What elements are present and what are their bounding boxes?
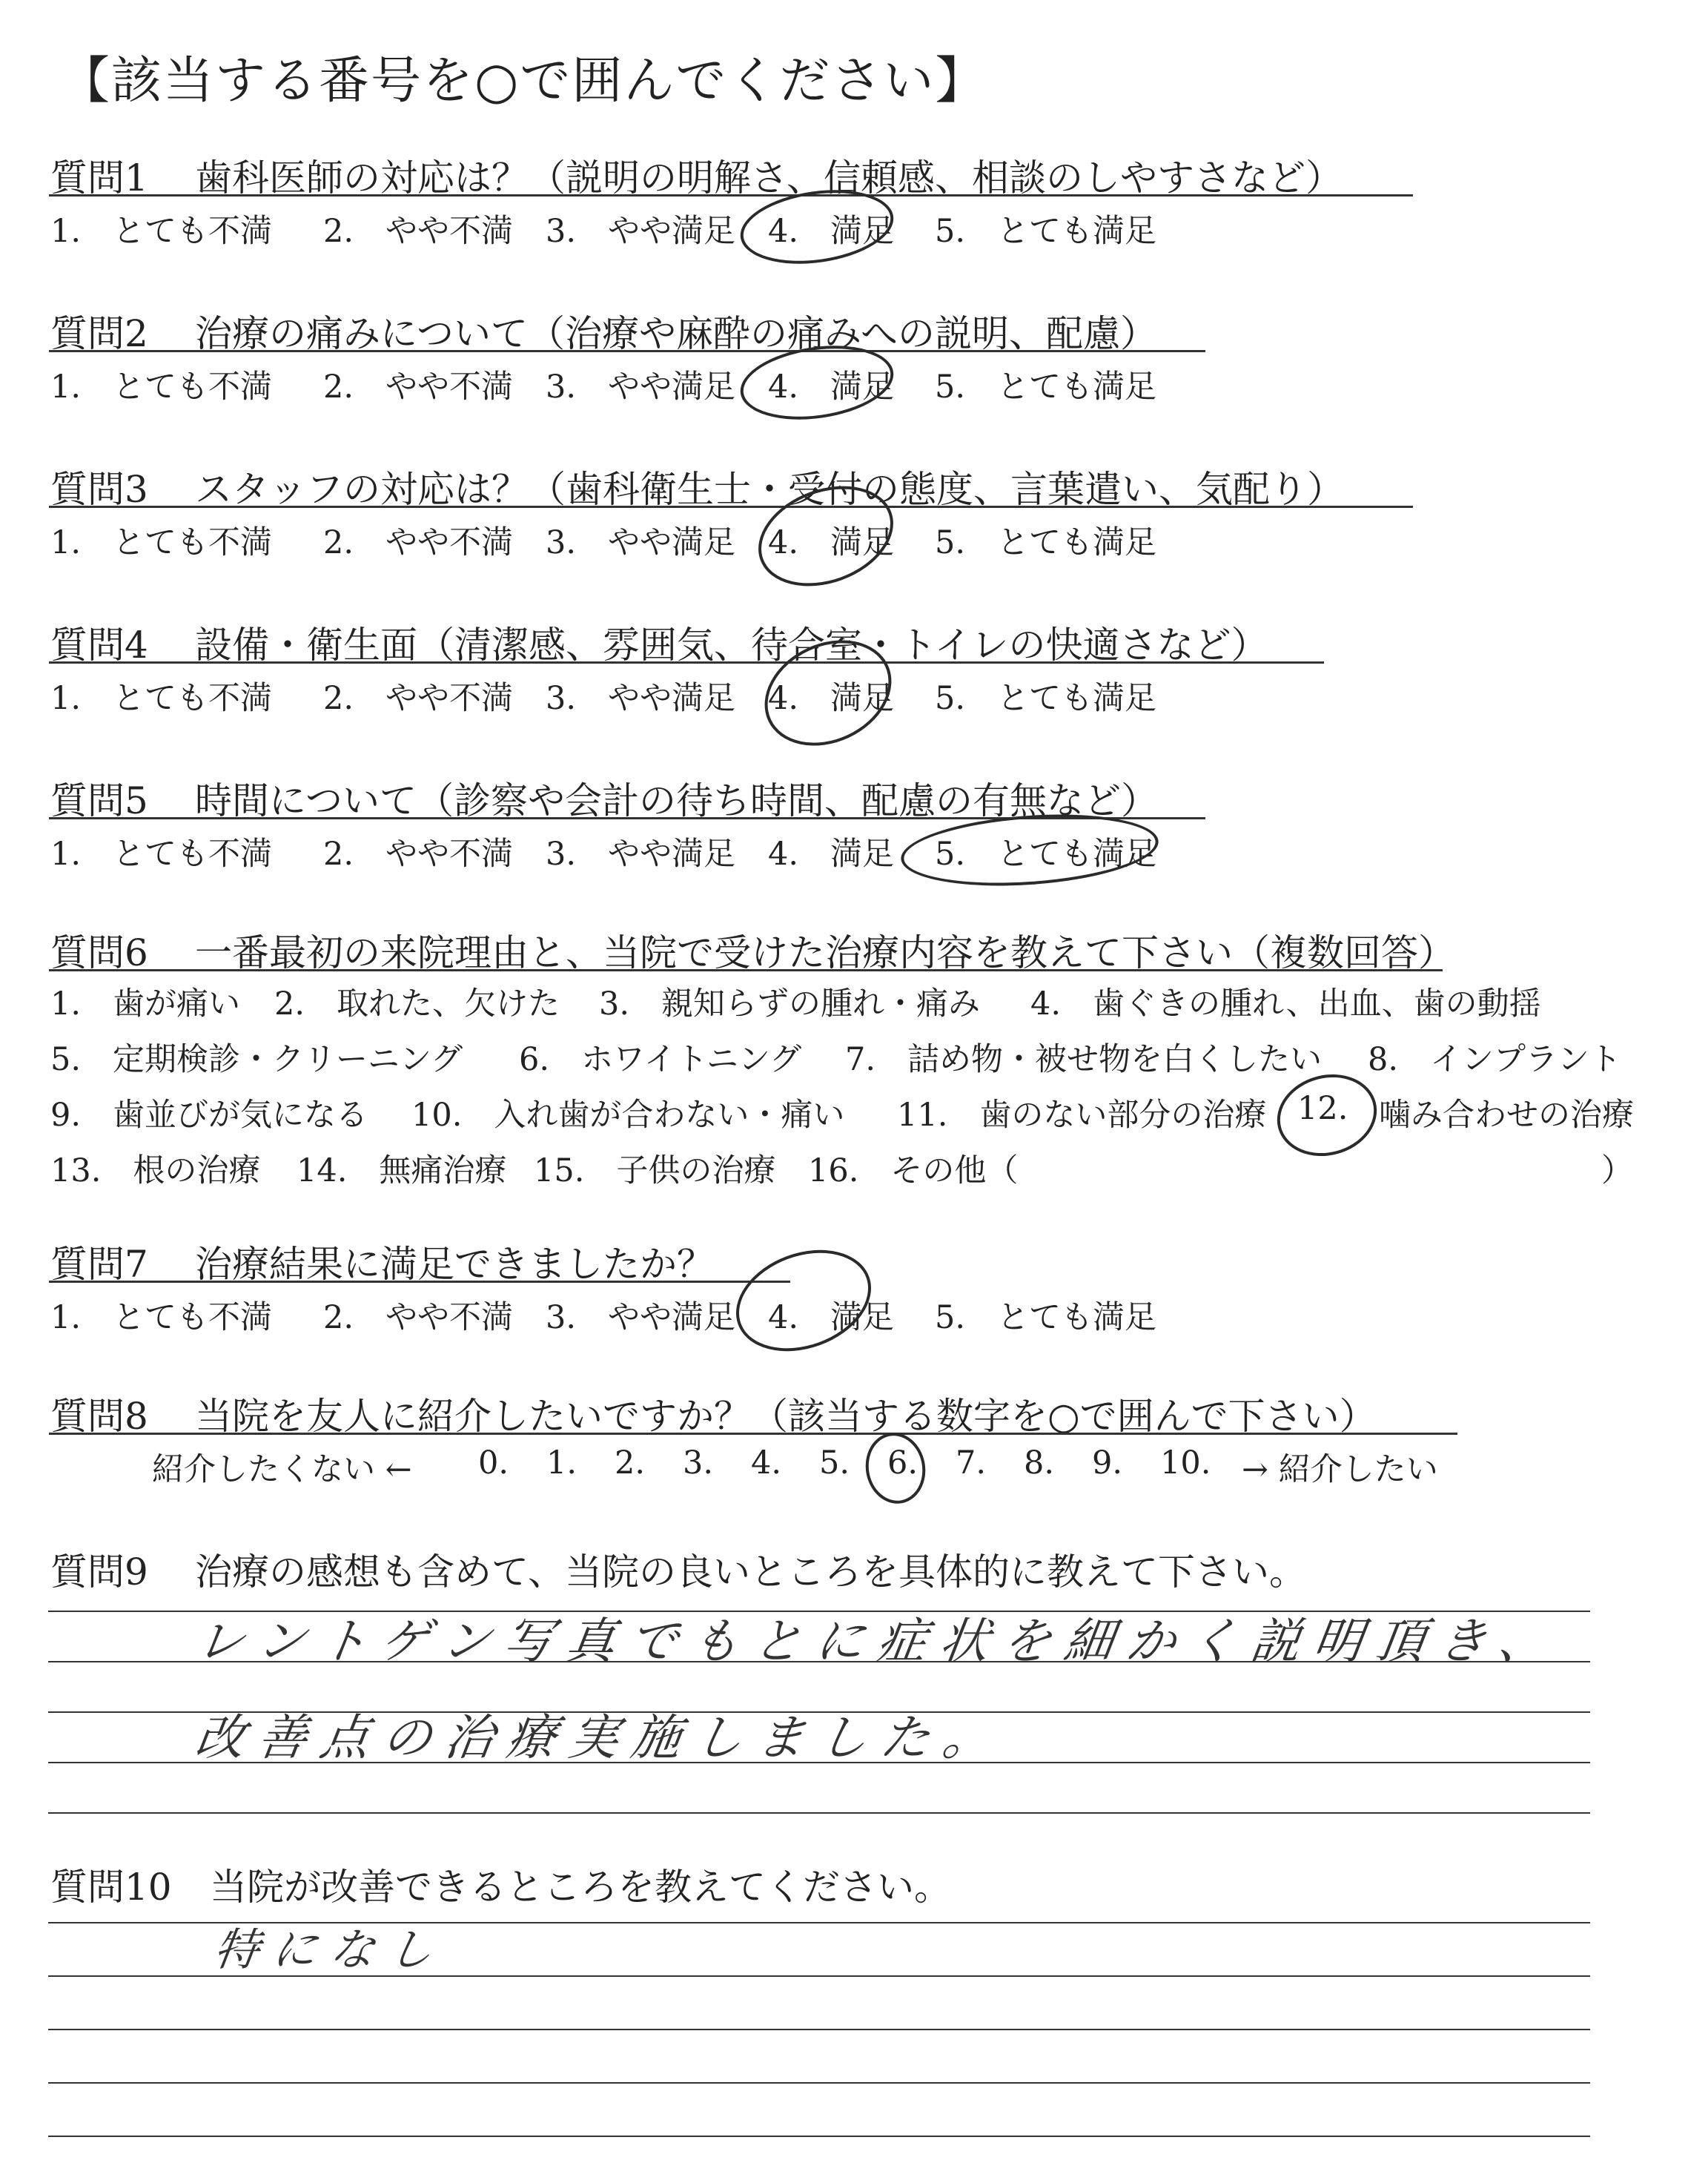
- q6-option-7[interactable]: 7. 詰め物・被せ物を白くしたい: [845, 1041, 1323, 1078]
- question-4-label: 質問4: [50, 624, 148, 667]
- q8-right-label: → 紹介したい: [1242, 1451, 1438, 1488]
- q8-number-8[interactable]: 8.: [1024, 1444, 1055, 1482]
- question-1-text: 歯科医師の対応は？（説明の明解さ、信頼感、相談のしやすさなど）: [195, 156, 1343, 199]
- q6-option-10[interactable]: 10. 入れ歯が合わない・痛い: [411, 1097, 845, 1134]
- question-1-underline: [49, 194, 1413, 196]
- q1-option-5[interactable]: 5. とても満足: [935, 213, 1157, 250]
- question-9-label: 質問9: [50, 1550, 148, 1593]
- q8-number-6[interactable]: 6.: [887, 1444, 918, 1482]
- question-2-label: 質問2: [50, 312, 148, 355]
- q6-option-14[interactable]: 14. 無痛治療: [297, 1152, 507, 1189]
- q1-option-3[interactable]: 3. やや満足: [546, 213, 736, 250]
- question-7-text: 治療結果に満足できましたか？: [195, 1243, 714, 1286]
- q8-number-10[interactable]: 10.: [1160, 1444, 1211, 1482]
- q4-option-4[interactable]: 4. 満足: [768, 680, 895, 717]
- q1-option-4[interactable]: 4. 満足: [768, 213, 895, 250]
- q6-option-5[interactable]: 5. 定期検診・クリーニング: [50, 1041, 463, 1078]
- q6-option-16[interactable]: 16. その他（: [808, 1152, 1019, 1189]
- question-8-text: 当院を友人に紹介したいですか？（該当する数字を○で囲んで下さい）: [195, 1395, 1377, 1438]
- question-2-options: [50, 362, 1156, 407]
- q1-option-1[interactable]: 1. とても不満: [50, 213, 273, 250]
- question-6-text: 一番最初の来院理由と、当院で受けた治療内容を教えて下さい（複数回答）: [195, 931, 1455, 974]
- question-9-heading: [50, 1542, 1306, 1596]
- q8-number-3[interactable]: 3.: [683, 1444, 714, 1482]
- q5-option-4[interactable]: 4. 満足: [768, 836, 895, 873]
- q10-handwritten-answer: 特になし: [211, 1924, 450, 1976]
- q7-option-4[interactable]: 4. 満足: [768, 1299, 895, 1336]
- question-3-label: 質問3: [50, 468, 148, 511]
- question-9-text: 治療の感想も含めて、当院の良いところを具体的に教えて下さい。: [195, 1550, 1306, 1593]
- question-4-underline: [49, 661, 1324, 664]
- q6-option-11[interactable]: 11. 歯のない部分の治療: [897, 1097, 1267, 1134]
- q9-answer-rule-5: [48, 1812, 1590, 1814]
- question-1-label: 質問1: [50, 156, 148, 199]
- question-7-underline: [49, 1281, 790, 1283]
- q6-option-1[interactable]: 1. 歯が痛い: [50, 985, 241, 1023]
- q5-option-5[interactable]: 5. とても満足: [935, 836, 1157, 873]
- question-2-text: 治療の痛みについて（治療や麻酔の痛みへの説明、配慮）: [195, 312, 1157, 355]
- q3-option-3[interactable]: 3. やや満足: [546, 524, 736, 561]
- q8-number-1[interactable]: 1.: [546, 1444, 577, 1482]
- q6-option-2[interactable]: 2. 取れた、欠けた: [274, 985, 560, 1023]
- question-5-options: [50, 829, 1156, 874]
- q10-answer-rule-4: [48, 2082, 1590, 2084]
- q2-option-1[interactable]: 1. とても不満: [50, 369, 273, 406]
- q5-option-2[interactable]: 2. やや不満: [323, 836, 514, 873]
- question-8-underline: [49, 1433, 1457, 1435]
- q2-option-3[interactable]: 3. やや満足: [546, 369, 736, 406]
- page-title: 【該当する番号を○で囲んでください】: [59, 52, 987, 110]
- q6-option-3[interactable]: 3. 親知らずの腫れ・痛み: [599, 985, 981, 1023]
- question-10-text: 当院が改善できるところを教えてください。: [210, 1866, 951, 1909]
- q3-option-4[interactable]: 4. 満足: [768, 524, 895, 561]
- q7-option-3[interactable]: 3. やや満足: [546, 1299, 736, 1336]
- question-1-options: [50, 206, 1156, 251]
- question-3-options: [50, 518, 1156, 563]
- q6-option-16-close: ）: [1601, 1152, 1633, 1189]
- q4-option-1[interactable]: 1. とても不満: [50, 680, 273, 717]
- question-7-options: [50, 1292, 1156, 1338]
- q6-option-15[interactable]: 15. 子供の治療: [534, 1152, 776, 1189]
- question-3-text: スタッフの対応は？（歯科衛生士・受付の態度、言葉遣い、気配り）: [195, 468, 1344, 511]
- q10-answer-rule-3: [48, 2029, 1590, 2030]
- question-4-text: 設備・衛生面（清潔感、雰囲気、待合室・トイレの快適さなど）: [195, 624, 1268, 667]
- q3-option-2[interactable]: 2. やや不満: [323, 524, 514, 561]
- q8-scale: [152, 1444, 1438, 1490]
- q9-handwritten-answer-line-2: 改善点の治療実施しました。: [191, 1709, 1010, 1766]
- question-6-underline: [49, 969, 1443, 971]
- q3-option-1[interactable]: 1. とても不満: [50, 524, 273, 561]
- q7-option-2[interactable]: 2. やや不満: [323, 1299, 514, 1336]
- q7-option-1[interactable]: 1. とても不満: [50, 1299, 273, 1336]
- q2-option-4[interactable]: 4. 満足: [768, 369, 895, 406]
- q6-option-4[interactable]: 4. 歯ぐきの腫れ、出血、歯の動揺: [1030, 985, 1541, 1023]
- question-10-label: 質問10: [50, 1866, 172, 1909]
- q5-option-3[interactable]: 3. やや満足: [546, 836, 736, 873]
- q4-option-2[interactable]: 2. やや不満: [323, 680, 514, 717]
- q2-option-2[interactable]: 2. やや不満: [323, 369, 514, 406]
- q6-option-8[interactable]: 8. インプラント: [1368, 1041, 1622, 1078]
- question-4-options: [50, 673, 1156, 719]
- question-2-underline: [49, 350, 1205, 352]
- question-8-label: 質問8: [50, 1395, 148, 1438]
- q8-number-2[interactable]: 2.: [615, 1444, 646, 1482]
- question-6-label: 質問6: [50, 931, 148, 974]
- q4-option-5[interactable]: 5. とても満足: [935, 680, 1157, 717]
- q6-option-9[interactable]: 9. 歯並びが気になる: [50, 1097, 368, 1134]
- q9-handwritten-answer-line-1: レントゲン写真でもとに症状を細かく説明頂き、: [191, 1613, 1565, 1670]
- q8-number-4[interactable]: 4.: [751, 1444, 782, 1482]
- question-10-heading: [50, 1857, 951, 1911]
- q8-number-9[interactable]: 9.: [1092, 1444, 1123, 1482]
- q8-number-7[interactable]: 7.: [956, 1444, 987, 1482]
- q4-option-3[interactable]: 3. やや満足: [546, 680, 736, 717]
- q1-option-2[interactable]: 2. やや不満: [323, 213, 514, 250]
- q6-option-12-number[interactable]: 12.: [1297, 1090, 1348, 1127]
- q6-option-6[interactable]: 6. ホワイトニング: [519, 1041, 802, 1078]
- q6-option-13[interactable]: 13. 根の治療: [50, 1152, 261, 1189]
- q3-option-5[interactable]: 5. とても満足: [935, 524, 1157, 561]
- question-5-underline: [49, 817, 1205, 819]
- q8-number-0[interactable]: 0.: [478, 1444, 509, 1482]
- question-5-text: 時間について（診察や会計の待ち時間、配慮の有無など）: [195, 779, 1158, 822]
- q2-option-5[interactable]: 5. とても満足: [935, 369, 1157, 406]
- question-3-underline: [49, 506, 1413, 508]
- q7-option-5[interactable]: 5. とても満足: [935, 1299, 1157, 1336]
- question-5-label: 質問5: [50, 779, 148, 822]
- q10-answer-rule-5: [48, 2136, 1590, 2137]
- q6-option-12-label[interactable]: 噛み合わせの治療: [1379, 1097, 1634, 1134]
- question-7-label: 質問7: [50, 1243, 148, 1286]
- q8-left-label: 紹介したくない ←: [152, 1451, 412, 1488]
- q5-option-1[interactable]: 1. とても不満: [50, 836, 273, 873]
- q8-number-5[interactable]: 5.: [819, 1444, 850, 1482]
